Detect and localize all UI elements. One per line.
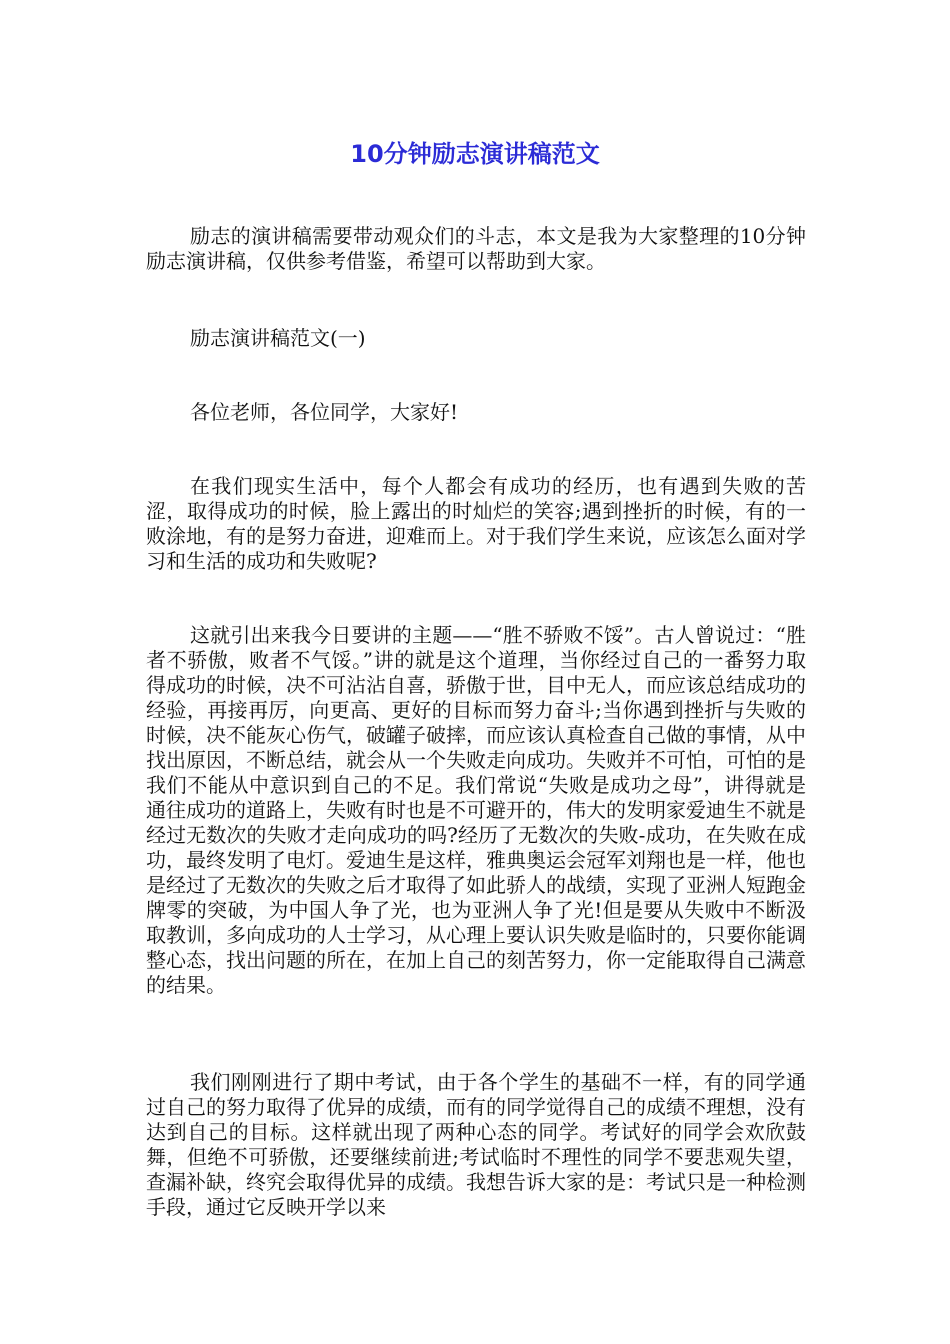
intro-paragraph: 励志的演讲稿需要带动观众们的斗志，本文是我为大家整理的10分钟励志演讲稿，仅供参考借鉴，希望可以帮助到大家。: [146, 224, 806, 273]
document-title: 10分钟励志演讲稿范文: [350, 140, 600, 168]
greeting-paragraph: 各位老师，各位同学，大家好!: [190, 400, 459, 424]
body-paragraph: 我们刚刚进行了期中考试，由于各个学生的基础不一样，有的同学通过自己的努力取得了优异的成绩，而有的同学觉得自己的成绩不理想，没有达到自己的目标。这样就出现了两种心态的同学。考试好的同学会欢欣鼓舞，但绝不可骄傲，还要继续前进;考试临时不理性的同学不要悲观失望，查漏补缺，终究会取得优异的成绩。我想告诉大家的是：考试只是一种检测手段，通过它反映开学以来: [146, 1070, 806, 1219]
body-paragraph: 这就引出来我今日要讲的主题——“胜不骄败不馁”。古人曾说过：“胜者不骄傲，败者不气馁。”讲的就是这个道理，当你经过自己的一番努力取得成功的时候，决不可沾沾自喜，骄傲于世，目中无人，而应该总结成功的经验，再接再厉，向更高、更好的目标而努力奋斗;当你遇到挫折与失败的时候，决不能灰心伤气，破罐子破摔，而应该认真检查自己做的事情，从中找出原因，不断总结，就会从一个失败走向成功。失败并不可怕，可怕的是我们不能从中意识到自己的不足。我们常说“失败是成功之母”，讲得就是通往成功的道路上，失败有时也是不可避开的，伟大的发明家爱迪生不就是经过无数次的失败才走向成功的吗?经历了无数次的失败-成功，在失败在成功，最终发明了电灯。爱迪生是这样，雅典奥运会冠军刘翔也是一样，他也是经过了无数次的失败之后才取得了如此骄人的战绩，实现了亚洲人短跑金牌零的突破，为中国人争了光，也为亚洲人争了光!但是要从失败中不断汲取教训，多向成功的人士学习，从心理上要认识失败是临时的，只要你能调整心态，找出问题的所在，在加上自己的刻苦努力，你一定能取得自己满意的结果。: [146, 623, 806, 997]
body-paragraph: 在我们现实生活中，每个人都会有成功的经历，也有遇到失败的苦涩，取得成功的时候，脸上露出的时灿烂的笑容;遇到挫折的时候，有的一败涂地，有的是努力奋进，迎难而上。对于我们学生来说，应该怎么面对学习和生活的成功和失败呢?: [146, 474, 806, 573]
section-heading: 励志演讲稿范文(一): [190, 326, 366, 350]
